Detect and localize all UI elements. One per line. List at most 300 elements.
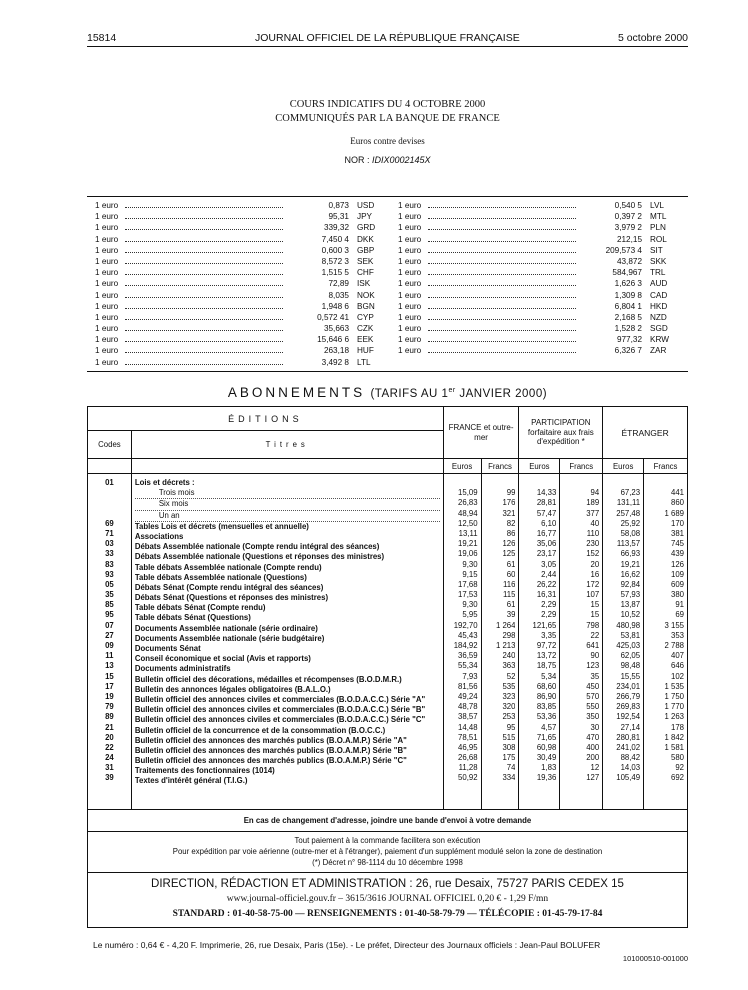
rate-row	[398, 245, 680, 256]
rate-unit: 1 euro	[398, 201, 422, 210]
france-francs-column	[481, 474, 519, 810]
airmail-note: Pour expédition par voie aérienne (outre-mer et à l'étranger), paiement d'un supplément modulé selon la zone de destination	[172, 847, 603, 856]
rate-unit: 1 euro	[398, 223, 422, 233]
rate-unit: 1 euro	[398, 279, 422, 289]
etranger-francs: 353	[670, 630, 684, 640]
france-euros: 9,30	[462, 600, 478, 610]
rate-leader	[428, 312, 576, 320]
participation-francs: 550	[586, 702, 600, 712]
row-title: Bulletin officiel de la concurrence et de la consommation (B.O.C.C.)	[134, 725, 386, 735]
france-euros: 78,51	[458, 732, 478, 742]
rate-value: 1,515 5	[321, 268, 349, 278]
rate-value: 3,492 8	[321, 357, 349, 367]
rate-value: 7,450 4	[321, 234, 349, 244]
participation-euros: 1,83	[541, 763, 557, 773]
row-title: Table débats Sénat (Questions)	[134, 613, 251, 623]
rate-row	[398, 278, 680, 289]
rate-unit: 1 euro	[95, 357, 119, 367]
etranger-francs: 609	[670, 579, 684, 589]
rate-value: 1,309 8	[614, 290, 642, 300]
row-title: Débats Sénat (Questions et réponses des ministres)	[134, 593, 329, 603]
france-euros: 13,11	[458, 528, 478, 538]
notice-line2: COMMUNIQUÉS PAR LA BANQUE DE FRANCE	[275, 113, 500, 124]
rate-leader	[428, 245, 576, 253]
row-title: Table débats Sénat (Compte rendu)	[134, 603, 266, 613]
participation-euros: 16,31	[536, 590, 557, 600]
row-title: Associations	[134, 531, 184, 541]
etranger-euros: 88,42	[620, 753, 641, 763]
rate-leader	[125, 267, 283, 275]
participation-header: PARTICIPATION forfaitaire aux frais d'expédition *	[519, 407, 603, 459]
france-francs	[485, 478, 516, 488]
rates-right-column	[398, 200, 680, 357]
france-francs: 126	[502, 539, 516, 549]
row-code	[91, 498, 128, 508]
rate-leader	[428, 200, 576, 208]
rate-value: 584,967	[612, 268, 642, 278]
participation-francs: 35	[590, 671, 600, 681]
row-code: 03	[105, 539, 114, 549]
row-code: 89	[105, 712, 114, 722]
participation-francs: 16	[590, 569, 600, 579]
rate-unit: 1 euro	[95, 290, 119, 300]
participation-francs: 107	[586, 590, 600, 600]
currency-code: SEK	[357, 256, 374, 266]
row-title: Trois mois	[135, 488, 440, 499]
rate-unit: 1 euro	[398, 256, 422, 266]
direction-block	[88, 873, 688, 928]
currency-code: LVL	[650, 201, 664, 210]
rate-unit: 1 euro	[398, 324, 422, 334]
rate-row	[95, 301, 387, 312]
unit-etranger-francs: Francs	[644, 459, 688, 474]
rate-row	[95, 345, 387, 356]
rate-leader	[125, 234, 283, 242]
participation-francs: 377	[586, 508, 600, 518]
rate-row	[95, 200, 387, 211]
etranger-euros: 10,52	[620, 610, 641, 620]
rate-leader	[125, 245, 283, 253]
france-euros: 184,92	[453, 641, 478, 650]
etranger-euros-column	[603, 474, 644, 810]
rate-row	[398, 200, 680, 211]
france-francs: 175	[502, 753, 516, 763]
etranger-euros	[606, 478, 640, 488]
rate-row	[398, 312, 680, 323]
rate-value: 8,572 3	[321, 256, 349, 266]
row-title: Bulletin officiel des annonces des marchés publics (B.O.A.M.P.) Série "C"	[134, 756, 407, 766]
row-code: 35	[105, 590, 114, 600]
etranger-euros: 27,14	[620, 722, 641, 732]
rate-row	[95, 211, 387, 222]
participation-euros: 3,05	[541, 559, 557, 569]
france-francs: 321	[502, 508, 516, 518]
france-francs: 515	[502, 732, 516, 742]
etranger-euros: 92,84	[620, 579, 641, 589]
journal-title: JOURNAL OFFICIEL DE LA RÉPUBLIQUE FRANÇAISE	[255, 32, 520, 44]
row-code: 24	[105, 753, 114, 763]
row-code: 85	[105, 600, 114, 610]
rate-row	[95, 357, 387, 368]
france-euros: 26,68	[458, 753, 478, 763]
currency-code: ROL	[650, 234, 667, 244]
currency-code: HKD	[650, 301, 668, 311]
participation-francs: 470	[586, 732, 600, 742]
etranger-francs: 860	[670, 498, 684, 508]
etranger-euros: 98,48	[620, 661, 641, 671]
row-title: Bulletin des annonces légales obligatoires (B.A.L.O.)	[134, 684, 331, 694]
etranger-francs: 1 581	[664, 742, 684, 752]
row-title: Bulletin officiel des décorations, médailles et récompenses (B.O.D.M.R.)	[134, 674, 402, 684]
france-francs: 298	[502, 630, 516, 640]
row-code: 95	[105, 610, 114, 620]
nor-reference	[87, 155, 688, 165]
etranger-euros: 19,21	[620, 559, 641, 569]
direction-phones: STANDARD : 01-40-58-75-00 — RENSEIGNEMENTS : 01-40-58-79-79 — TÉLÉCOPIE : 01-45-79-17-84	[172, 909, 603, 919]
rate-row	[398, 234, 680, 245]
participation-euros: 18,75	[536, 661, 557, 671]
participation-francs: 189	[586, 498, 600, 508]
participation-francs: 152	[586, 549, 600, 559]
nor-value: IDIX0002145X	[371, 155, 431, 165]
rate-row	[95, 323, 387, 334]
france-euros: 7,93	[462, 671, 478, 681]
etranger-francs: 109	[670, 569, 684, 579]
france-francs: 176	[502, 498, 516, 508]
rate-row	[95, 278, 387, 289]
rate-row	[95, 290, 387, 301]
rate-row	[95, 267, 387, 278]
unit-part-euros: Euros	[519, 459, 560, 474]
france-euros: 46,95	[458, 742, 478, 752]
rate-row	[398, 345, 680, 356]
unit-france-euros: Euros	[443, 459, 481, 474]
rate-value: 0,873	[328, 201, 349, 210]
etranger-euros: 53,81	[620, 630, 641, 640]
etranger-francs: 441	[670, 488, 684, 498]
france-euros: 48,78	[458, 702, 478, 712]
participation-francs: 40	[590, 518, 600, 528]
rate-value: 43,872	[616, 256, 642, 266]
etranger-euros: 480,98	[616, 620, 641, 630]
participation-francs: 127	[586, 773, 600, 783]
rate-value: 2,168 5	[614, 312, 642, 322]
participation-euros: 14,33	[536, 488, 557, 498]
participation-euros: 16,77	[536, 528, 557, 538]
notice-subtitle: Euros contre devises	[350, 136, 425, 146]
rate-value: 6,326 7	[614, 346, 642, 356]
etranger-francs: 1 535	[664, 681, 684, 691]
etranger-euros: 257,48	[616, 508, 641, 518]
currency-code: ZAR	[650, 346, 667, 356]
rates-left-column	[95, 200, 387, 368]
rate-row	[95, 312, 387, 323]
rate-value: 72,89	[328, 279, 349, 289]
participation-euros: 60,98	[536, 742, 557, 752]
currency-code: MTL	[650, 212, 667, 222]
etranger-francs: 126	[670, 559, 684, 569]
currency-code: CZK	[357, 324, 374, 334]
unit-france-francs: Francs	[481, 459, 519, 474]
participation-euros	[522, 478, 556, 488]
etranger-euros: 269,83	[616, 702, 641, 712]
etranger-francs: 646	[670, 661, 684, 671]
participation-euros: 2,44	[541, 569, 557, 579]
row-code: 27	[105, 630, 114, 640]
etranger-euros: 14,03	[620, 763, 641, 773]
rate-leader	[428, 290, 576, 298]
france-francs: 320	[502, 702, 516, 712]
rate-unit: 1 euro	[95, 312, 119, 322]
row-code: 15	[105, 671, 114, 681]
france-francs: 334	[502, 773, 516, 783]
direction-website: www.journal-officiel.gouv.fr – 3615/3616 JOURNAL OFFICIEL 0,20 € - 1,29 F/mn	[226, 894, 549, 904]
currency-code: GRD	[357, 223, 376, 233]
rate-leader	[428, 323, 576, 331]
etranger-euros: 15,55	[620, 671, 641, 681]
rate-value: 6,804 1	[614, 301, 642, 311]
rate-value: 0,397 2	[614, 212, 642, 222]
france-euros-column	[443, 474, 481, 810]
rate-row	[398, 267, 680, 278]
currency-code: GBP	[357, 245, 375, 255]
france-francs: 61	[506, 600, 516, 610]
currency-code: EEK	[357, 335, 374, 345]
row-code: 11	[105, 651, 114, 661]
france-francs: 52	[506, 671, 516, 681]
rate-leader	[125, 256, 283, 264]
france-euros: 45,43	[458, 630, 478, 640]
rate-unit: 1 euro	[95, 201, 119, 210]
france-francs: 323	[502, 691, 516, 701]
rate-row	[95, 334, 387, 345]
france-euros: 19,06	[458, 549, 478, 559]
row-title: Textes d'intérêt général (T.I.G.)	[134, 776, 248, 786]
rate-unit: 1 euro	[95, 301, 119, 311]
participation-francs: 110	[586, 528, 600, 538]
rate-value: 977,32	[616, 335, 642, 345]
rate-leader	[125, 357, 283, 365]
row-title: Débats Assemblée nationale (Compte rendu intégral des séances)	[134, 542, 380, 552]
participation-francs: 30	[590, 722, 600, 732]
etranger-francs: 91	[675, 600, 684, 610]
participation-euros: 68,60	[536, 681, 557, 691]
etranger-francs: 178	[670, 722, 684, 732]
etranger-francs-column	[644, 474, 688, 810]
currency-code: USD	[357, 201, 375, 210]
participation-francs: 172	[586, 579, 600, 589]
rate-leader	[125, 278, 283, 286]
row-title: Débats Sénat (Compte rendu intégral des séances)	[134, 582, 324, 592]
etranger-euros: 192,54	[616, 712, 641, 722]
france-francs: 39	[506, 610, 516, 620]
france-header: FRANCE et outre-mer	[443, 407, 519, 459]
participation-francs: 450	[586, 681, 600, 691]
france-francs: 60	[506, 569, 516, 579]
currency-code: HUF	[357, 346, 374, 356]
rate-leader	[428, 234, 576, 242]
france-euros: 49,24	[458, 691, 478, 701]
rate-value: 339,32	[323, 223, 349, 233]
participation-euros: 35,06	[536, 539, 557, 549]
etranger-francs: 170	[670, 518, 684, 528]
rate-leader	[125, 345, 283, 353]
participation-euros: 13,72	[536, 651, 557, 661]
france-euros: 5,95	[462, 610, 478, 620]
etranger-euros: 105,49	[616, 773, 641, 783]
currency-code: CYP	[357, 312, 374, 322]
etranger-francs: 745	[670, 539, 684, 549]
rate-row	[398, 211, 680, 222]
rate-value: 8,035	[328, 290, 349, 300]
rate-unit: 1 euro	[95, 234, 119, 244]
currency-code: TRL	[650, 268, 666, 278]
rate-unit: 1 euro	[398, 312, 422, 322]
etranger-francs: 1 263	[664, 712, 684, 722]
participation-francs: 20	[590, 559, 600, 569]
france-francs: 308	[502, 742, 516, 752]
rate-row	[95, 222, 387, 233]
rate-leader	[125, 312, 283, 320]
rate-leader	[428, 301, 576, 309]
participation-euros: 28,81	[536, 498, 557, 508]
row-title: Table débats Assemblée nationale (Questions)	[134, 572, 307, 582]
etranger-euros: 62,05	[620, 651, 641, 661]
rate-row	[398, 334, 680, 345]
participation-euros: 5,34	[541, 671, 557, 681]
row-code: 22	[105, 742, 114, 752]
row-code: 17	[105, 681, 114, 691]
row-code	[91, 509, 128, 519]
rate-leader	[428, 256, 576, 264]
abonnements-title	[87, 385, 688, 400]
rate-row	[95, 245, 387, 256]
titles-column	[131, 474, 443, 810]
etranger-euros: 425,03	[616, 641, 641, 650]
france-euros: 81,56	[458, 681, 478, 691]
participation-euros: 86,90	[536, 691, 557, 701]
france-euros: 11,28	[458, 763, 478, 773]
rate-value: 0,572 41	[317, 312, 349, 322]
exchange-rates-box	[87, 196, 688, 372]
france-euros: 15,09	[458, 488, 478, 498]
rate-leader	[428, 222, 576, 230]
rate-leader	[125, 290, 283, 298]
currency-code: NOK	[357, 290, 375, 300]
etranger-euros: 266,79	[616, 691, 641, 701]
rate-leader	[125, 200, 283, 208]
france-francs: 99	[506, 488, 516, 498]
participation-euros: 4,57	[541, 722, 557, 732]
participation-euros: 97,72	[536, 641, 557, 650]
etranger-francs: 92	[675, 763, 684, 773]
participation-euros: 19,36	[536, 773, 557, 783]
etranger-francs: 381	[670, 528, 684, 538]
etranger-francs: 102	[670, 671, 684, 681]
france-euros: 48,94	[458, 508, 478, 518]
currency-code: ISK	[357, 279, 371, 289]
rate-row	[398, 222, 680, 233]
france-francs: 82	[506, 518, 516, 528]
row-code: 05	[105, 579, 114, 589]
etranger-euros: 67,23	[620, 488, 641, 498]
row-code	[91, 488, 128, 498]
rate-unit: 1 euro	[95, 223, 119, 233]
rate-value: 1,626 3	[614, 279, 642, 289]
participation-francs	[563, 478, 599, 488]
participation-francs: 230	[586, 539, 600, 549]
abonnements-heading: ABONNEMENTS	[227, 385, 366, 400]
nor-label: NOR :	[344, 155, 370, 165]
rate-value: 0,540 5	[614, 201, 642, 210]
rate-value: 0,600 3	[321, 245, 349, 255]
titres-unit-blank	[131, 459, 443, 474]
participation-francs: 90	[590, 651, 600, 661]
france-euros: 17,68	[458, 579, 478, 589]
row-title: Documents Assemblée nationale (série budgétaire)	[134, 633, 325, 643]
france-euros: 17,53	[458, 590, 478, 600]
payment-note: Tout paiement à la commande facilitera son exécution	[294, 836, 481, 845]
rate-leader	[125, 334, 283, 342]
currency-code: DKK	[357, 234, 374, 244]
rate-row	[398, 323, 680, 334]
etranger-euros: 57,93	[620, 590, 641, 600]
row-title: Bulletin officiel des annonces des marchés publics (B.O.A.M.P.) Série "A"	[134, 735, 407, 745]
france-francs: 1 213	[495, 641, 516, 650]
tarifs-post: JANVIER 2000)	[455, 388, 548, 400]
france-euros: 9,15	[462, 569, 478, 579]
participation-francs: 798	[586, 620, 600, 630]
rate-leader	[428, 211, 576, 219]
etranger-euros: 16,62	[620, 569, 641, 579]
codes-header: Codes	[88, 431, 132, 459]
participation-francs: 94	[590, 488, 600, 498]
row-title: Un an	[135, 511, 440, 522]
etranger-euros: 241,02	[616, 742, 641, 752]
participation-francs: 200	[586, 753, 600, 763]
participation-euros: 6,10	[541, 518, 557, 528]
currency-code: KRW	[650, 335, 669, 345]
row-title: Documents Assemblée nationale (série ordinaire)	[134, 623, 318, 633]
payment-notes	[88, 832, 688, 873]
participation-euros-column	[519, 474, 560, 810]
rate-unit: 1 euro	[95, 279, 119, 289]
row-code: 21	[105, 722, 114, 732]
etranger-francs	[647, 478, 684, 488]
france-euros: 36,59	[458, 651, 478, 661]
participation-francs: 400	[586, 742, 600, 752]
participation-euros: 83,85	[536, 702, 557, 712]
france-euros: 50,92	[458, 773, 478, 783]
rate-unit: 1 euro	[95, 268, 119, 278]
rate-leader	[125, 301, 283, 309]
row-code: 69	[105, 518, 114, 528]
france-euros: 14,48	[458, 722, 478, 732]
rate-leader	[428, 267, 576, 275]
etranger-euros: 113,57	[616, 539, 641, 549]
row-code: 19	[105, 691, 114, 701]
etranger-euros: 13,87	[620, 600, 641, 610]
row-code: 01	[105, 478, 114, 487]
rate-value: 1,948 6	[321, 301, 349, 311]
rate-unit: 1 euro	[398, 234, 422, 244]
rate-row	[398, 256, 680, 267]
rate-value: 35,663	[323, 324, 349, 334]
france-euros: 38,57	[458, 712, 478, 722]
row-title: Bulletin officiel des annonces civiles et commerciales (B.O.D.A.C.C.) Série "B"	[134, 705, 426, 715]
etranger-euros: 234,01	[616, 681, 641, 691]
rate-leader	[428, 345, 576, 353]
